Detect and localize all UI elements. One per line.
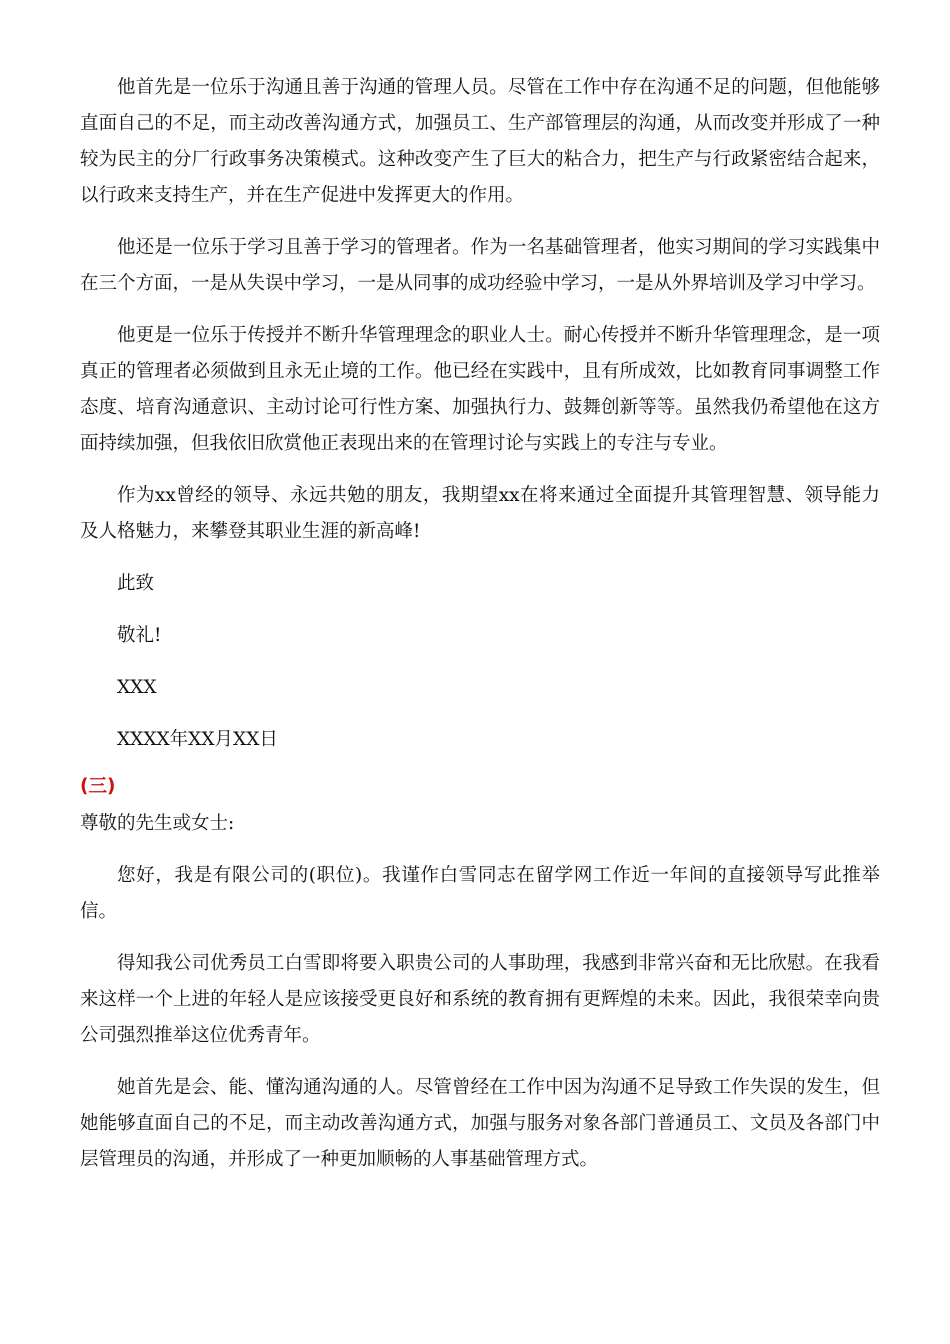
section-heading: (三) bbox=[80, 776, 116, 797]
paragraph: 他更是一位乐于传授并不断升华管理理念的职业人士。耐心传授并不断升华管理理念，是一项真正的管理者必须做到且永无止境的工作。他已经在实践中，且有所成效，比如教育同事调整工作态度、培育沟通意识、主动讨论可行性方案、加强执行力、鼓舞创新等等。虽然我仍希望他在这方面持续加强，但我依旧欣赏他正表现出来的在管理讨论与实践上的专注与专业。 bbox=[80, 325, 880, 454]
paragraph: 得知我公司优秀员工白雪即将要入职贵公司的人事助理，我感到非常兴奋和无比欣慰。在我看来这样一个上进的年轻人是应该接受更良好和系统的教育拥有更辉煌的未来。因此，我很荣幸向贵公司强烈推举这位优秀青年。 bbox=[80, 953, 880, 1046]
closing-line: 敬礼! bbox=[117, 625, 162, 646]
paragraph: 他首先是一位乐于沟通且善于沟通的管理人员。尽管在工作中存在沟通不足的问题，但他能够直面自己的不足，而主动改善沟通方式，加强员工、生产部管理层的沟通，从而改变并形成了一种较为民主的分厂行政事务决策模式。这种改变产生了巨大的粘合力，把生产与行政紧密结合起来，以行政来支持生产，并在生产促进中发挥更大的作用。 bbox=[80, 77, 880, 206]
date-line: XXXX年XX月XX日 bbox=[117, 729, 278, 750]
signature: XXX bbox=[117, 677, 157, 698]
paragraph: 作为xx曾经的领导、永远共勉的朋友，我期望xx在将来通过全面提升其管理智慧、领导能力及人格魅力，来攀登其职业生涯的新高峰! bbox=[80, 485, 880, 542]
paragraph: 他还是一位乐于学习且善于学习的管理者。作为一名基础管理者，他实习期间的学习实践集中在三个方面，一是从失误中学习，一是从同事的成功经验中学习，一是从外界培训及学习中学习。 bbox=[80, 237, 880, 294]
paragraph: 她首先是会、能、懂沟通沟通的人。尽管曾经在工作中因为沟通不足导致工作失误的发生，但她能够直面自己的不足，而主动改善沟通方式，加强与服务对象各部门普通员工、文员及各部门中层管理员的沟通，并形成了一种更加顺畅的人事基础管理方式。 bbox=[80, 1077, 880, 1170]
salutation: 尊敬的先生或女士: bbox=[80, 813, 235, 834]
paragraph: 您好，我是有限公司的(职位)。我谨作白雪同志在留学网工作近一年间的直接领导写此推举信。 bbox=[80, 865, 880, 922]
closing-line: 此致 bbox=[117, 573, 155, 594]
document-page bbox=[80, 70, 880, 1194]
